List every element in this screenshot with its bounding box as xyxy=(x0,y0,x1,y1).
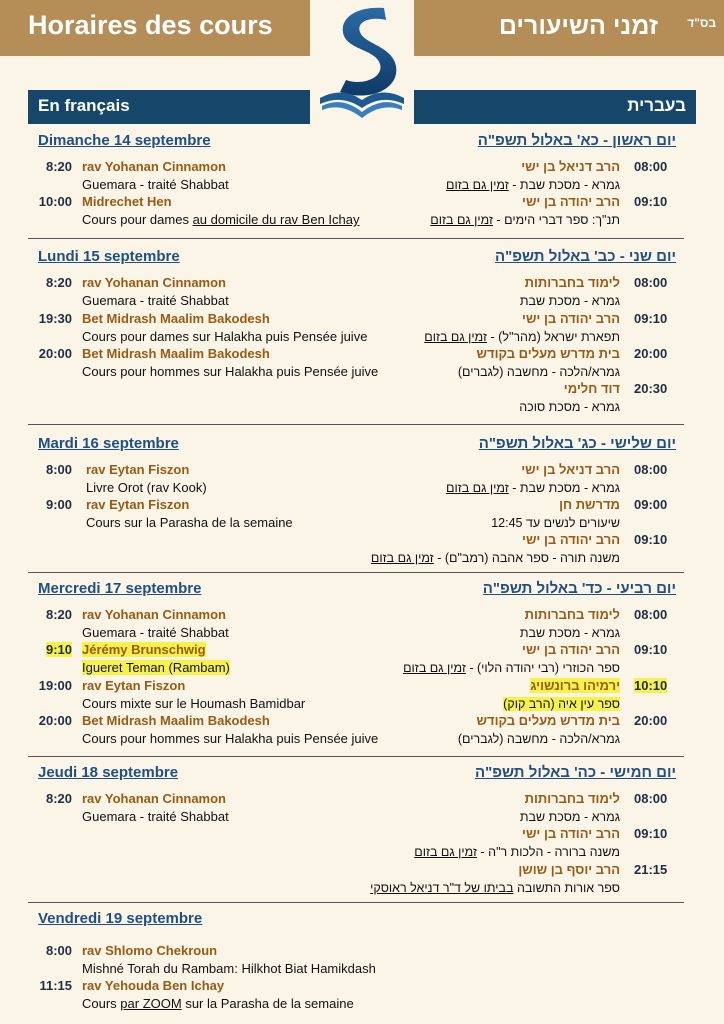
course-teacher: rav Yohanan Cinnamon xyxy=(82,275,226,290)
course-description: Guemara - traité Shabbat xyxy=(82,625,229,640)
course-description xyxy=(446,479,620,497)
bsd-mark: בס"ד xyxy=(687,16,716,30)
page-title-fr: Horaires des cours xyxy=(28,10,273,40)
course-description: Mishné Torah du Rambam: Hilkhot Biat Hamikdash xyxy=(82,961,376,976)
course-time: 20:00 xyxy=(38,346,72,361)
course-time: 21:15 xyxy=(634,862,668,877)
course-teacher: לימוד בחברותות xyxy=(524,791,620,806)
course-time xyxy=(38,641,72,659)
course-description: גמרא - מסכת שבת xyxy=(519,294,620,308)
day-divider xyxy=(28,238,684,239)
course-teacher: הרב יהודה בן ישי xyxy=(522,194,620,209)
course-description: גמרא - מסכת שבת xyxy=(519,626,620,640)
course-description: Cours mixte sur le Houmash Bamidbar xyxy=(82,696,306,711)
zoom-link[interactable]: זמין גם בזום xyxy=(445,481,509,495)
course-time: 8:00 xyxy=(45,462,72,477)
course-description xyxy=(430,211,620,229)
day-title-fr: Mercredi 17 septembre xyxy=(38,580,202,597)
course-time: 09:10 xyxy=(634,311,668,326)
day-title-fr: Dimanche 14 septembre xyxy=(38,132,211,149)
course-time: 08:00 xyxy=(634,462,668,477)
course-description: Cours sur la Parasha de la semaine xyxy=(86,515,293,530)
page-title-he: זמני השיעורים xyxy=(498,12,658,40)
logo-icon xyxy=(310,0,414,126)
zoom-link[interactable]: זמין גם בזום xyxy=(445,178,509,192)
highlighted-desc: ספר עין איה (הרב קוק) xyxy=(503,697,620,711)
course-description: גמרא/הלכה - מחשבה (לגברים) xyxy=(457,365,620,379)
course-description: שיעורים לנשים עד 12:45 xyxy=(491,516,620,530)
course-description xyxy=(414,843,620,861)
zoom-link[interactable]: זמין גם בזום xyxy=(430,213,494,227)
course-teacher xyxy=(82,641,206,659)
course-teacher: Bet Midrash Maalim Bakodesh xyxy=(82,713,270,728)
course-teacher: דוד חלימי xyxy=(563,381,620,396)
course-time: 8:20 xyxy=(45,159,72,174)
course-description: גמרא/הלכה - מחשבה (לגברים) xyxy=(457,732,620,746)
day-title-he: יום ראשון - כא' באלול תשפ"ה xyxy=(477,132,676,149)
desc-text: משנה תורה - ספר אהבה (רמב"ם) - xyxy=(433,551,620,565)
course-description: Cours pour dames sur Halakha puis Pensée juive xyxy=(82,329,368,344)
course-time: 09:10 xyxy=(634,642,668,657)
course-teacher: הרב יהודה בן ישי xyxy=(522,826,620,841)
course-time: 9:00 xyxy=(45,497,72,512)
course-teacher: rav Eytan Fiszon xyxy=(86,462,190,477)
course-description xyxy=(370,879,620,897)
course-time: 19:30 xyxy=(38,311,72,326)
course-description xyxy=(503,695,620,713)
course-description: גמרא - מסכת שבת xyxy=(519,810,620,824)
course-teacher: rav Shlomo Chekroun xyxy=(82,943,218,958)
course-description: Cours pour hommes sur Halakha puis Pensée juive xyxy=(82,364,379,379)
course-teacher: הרב יהודה בן ישי xyxy=(522,532,620,547)
course-time: 11:15 xyxy=(39,978,72,993)
course-description: גמרא - מסכת סוכה xyxy=(519,400,620,414)
day-title-he: יום חמישי - כה' באלול תשפ"ה xyxy=(475,764,676,781)
desc-text: תנ"ך: ספר דברי הימים - xyxy=(493,213,620,227)
course-time: 20:00 xyxy=(634,346,668,361)
course-teacher xyxy=(530,677,620,695)
day-title-he: יום שני - כב' באלול תשפ"ה xyxy=(494,248,676,265)
course-time: 10:00 xyxy=(38,194,72,209)
course-time: 09:10 xyxy=(634,532,668,547)
zoom-link[interactable]: זמין גם בזום xyxy=(370,551,434,565)
desc-text: sur la Parasha de la semaine xyxy=(181,996,354,1011)
course-teacher: rav Yohanan Cinnamon xyxy=(82,607,226,622)
day-title-he: יום שלישי - כג' באלול תשפ"ה xyxy=(478,435,676,452)
course-teacher: Bet Midrash Maalim Bakodesh xyxy=(82,346,270,361)
course-teacher: בית מדרש מעלים בקודש xyxy=(476,346,620,361)
course-teacher: Midrechet Hen xyxy=(82,194,172,209)
course-description xyxy=(403,659,620,677)
course-description: Guemara - traité Shabbat xyxy=(82,809,229,824)
zoom-link[interactable]: זמין גם בזום xyxy=(403,661,466,675)
day-title-he: יום רביעי - כד' באלול תשפ"ה xyxy=(482,580,676,597)
course-time: 20:00 xyxy=(634,713,668,728)
course-description xyxy=(82,995,354,1013)
day-title-fr: Jeudi 18 septembre xyxy=(38,764,179,781)
course-time: 19:00 xyxy=(38,678,72,693)
course-time: 09:00 xyxy=(634,497,668,512)
course-time xyxy=(634,677,674,695)
language-label-fr: En français xyxy=(38,96,130,115)
desc-text: גמרא - מסכת שבת - xyxy=(508,481,620,495)
course-teacher: לימוד בחברותות xyxy=(524,607,620,622)
desc-text: Cours xyxy=(82,996,121,1011)
desc-text: תפארת ישראל (מהר"ל) - xyxy=(487,330,620,344)
course-time: 09:10 xyxy=(634,194,668,209)
day-title-fr: Vendredi 19 septembre xyxy=(38,910,203,927)
day-title-fr: Lundi 15 septembre xyxy=(38,248,180,265)
zoom-link[interactable]: זמין גם בזום xyxy=(424,330,488,344)
day-divider xyxy=(28,424,684,425)
course-teacher: הרב יהודה בן ישי xyxy=(522,642,620,657)
course-time: 08:00 xyxy=(634,159,668,174)
location-note: au domicile du rav Ben Ichay xyxy=(192,212,360,227)
day-divider xyxy=(28,572,684,573)
highlighted-desc: Igueret Teman (Rambam) xyxy=(82,660,230,675)
language-label-he: בעברית xyxy=(627,96,686,115)
course-time: 08:00 xyxy=(634,607,668,622)
course-time: 20:00 xyxy=(38,713,72,728)
course-description: Livre Orot (rav Kook) xyxy=(86,480,207,495)
course-description: Guemara - traité Shabbat xyxy=(82,177,229,192)
course-teacher: rav Yohanan Cinnamon xyxy=(82,159,226,174)
course-time: 08:00 xyxy=(634,791,668,806)
course-teacher: לימוד בחברותות xyxy=(524,275,620,290)
course-teacher: הרב דניאל בן ישי xyxy=(521,462,620,477)
desc-text: משנה ברורה - הלכות ר"ה - xyxy=(477,845,620,859)
zoom-link[interactable]: par ZOOM xyxy=(120,996,182,1011)
location-note: בביתו של ד"ר דניאל ראוסקי xyxy=(370,881,514,895)
course-teacher: rav Yehouda Ben Ichay xyxy=(82,978,225,993)
desc-text: Cours pour dames xyxy=(82,212,193,227)
highlighted-teacher: Jérémy Brunschwig xyxy=(82,642,206,657)
course-description xyxy=(82,659,230,677)
highlighted-teacher: ירמיהו ברונשויג xyxy=(530,678,620,693)
course-teacher: Bet Midrash Maalim Bakodesh xyxy=(82,311,270,326)
course-time: 8:20 xyxy=(45,791,72,806)
course-description xyxy=(82,211,360,229)
desc-text: ספר הכוזרי (רבי יהודה הלוי) - xyxy=(465,661,620,675)
course-teacher: הרב יהודה בן ישי xyxy=(522,311,620,326)
course-teacher: בית מדרש מעלים בקודש xyxy=(476,713,620,728)
course-time: 09:10 xyxy=(634,826,668,841)
course-teacher: rav Eytan Fiszon xyxy=(86,497,190,512)
course-time: 8:20 xyxy=(45,275,72,290)
highlighted-time: 10:10 xyxy=(634,678,668,693)
course-description: Guemara - traité Shabbat xyxy=(82,293,229,308)
course-description xyxy=(446,176,620,194)
course-teacher: rav Eytan Fiszon xyxy=(82,678,186,693)
day-divider xyxy=(28,756,684,757)
course-time: 08:00 xyxy=(634,275,668,290)
desc-text: גמרא - מסכת שבת - xyxy=(508,178,620,192)
course-teacher: הרב דניאל בן ישי xyxy=(521,159,620,174)
course-description xyxy=(424,328,620,346)
highlighted-time: 9:10 xyxy=(45,642,72,657)
day-divider xyxy=(28,902,684,903)
course-teacher: הרב יוסף בן שושן xyxy=(518,862,620,877)
course-time: 20:30 xyxy=(634,381,668,396)
zoom-link[interactable]: זמין גם בזום xyxy=(414,845,478,859)
desc-text: ספר אורות התשובה xyxy=(513,881,620,895)
course-description xyxy=(371,549,620,567)
course-description: Cours pour hommes sur Halakha puis Pensée juive xyxy=(82,731,379,746)
course-teacher: מדרשת חן xyxy=(559,497,620,512)
course-time: 8:00 xyxy=(45,943,72,958)
course-teacher: rav Yohanan Cinnamon xyxy=(82,791,226,806)
course-time: 8:20 xyxy=(45,607,72,622)
day-title-fr: Mardi 16 septembre xyxy=(38,435,179,452)
